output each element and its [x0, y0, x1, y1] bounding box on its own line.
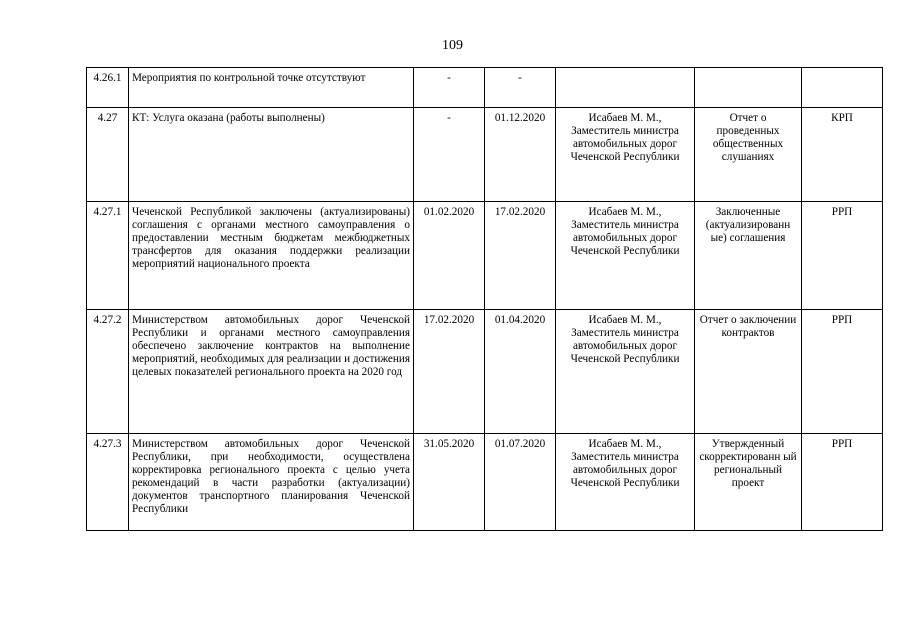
activity-name: Чеченской Республикой заключены (актуализированы) соглашения с органами местного самоуправления о предоставлении местным бюджетам межбюджетных трансфертов для оказания поддержки реализации мероприятий национального проекта	[129, 202, 414, 310]
row-number: 4.27	[87, 108, 129, 202]
table-row	[87, 434, 883, 531]
plan-table	[86, 67, 883, 531]
start-date: 01.02.2020	[414, 202, 485, 310]
start-date: 31.05.2020	[414, 434, 485, 531]
control-level: РРП	[802, 310, 883, 434]
control-level: КРП	[802, 108, 883, 202]
result: Утвержденный скорректированн ый региональный проект	[695, 434, 802, 531]
row-number: 4.26.1	[87, 68, 129, 108]
row-number: 4.27.3	[87, 434, 129, 531]
start-date: 17.02.2020	[414, 310, 485, 434]
responsible: Исабаев М. М., Заместитель министра автомобильных дорог Чеченской Республики	[556, 434, 695, 531]
row-number: 4.27.1	[87, 202, 129, 310]
responsible: Исабаев М. М., Заместитель министра автомобильных дорог Чеченской Республики	[556, 108, 695, 202]
start-date: -	[414, 68, 485, 108]
row-number: 4.27.2	[87, 310, 129, 434]
result: Отчет о заключении контрактов	[695, 310, 802, 434]
table-row	[87, 310, 883, 434]
end-date: -	[485, 68, 556, 108]
result: Отчет о проведенных общественных слушаниях	[695, 108, 802, 202]
start-date: -	[414, 108, 485, 202]
end-date: 01.04.2020	[485, 310, 556, 434]
end-date: 01.07.2020	[485, 434, 556, 531]
control-level: РРП	[802, 434, 883, 531]
end-date: 01.12.2020	[485, 108, 556, 202]
table-row	[87, 202, 883, 310]
control-level: РРП	[802, 202, 883, 310]
activity-name: Мероприятия по контрольной точке отсутствуют	[129, 68, 414, 108]
result: Заключенные (актуализированн ые) соглашения	[695, 202, 802, 310]
activity-name: Министерством автомобильных дорог Чеченской Республики, при необходимости, осуществлена корректировка регионального проекта с целью учета рекомендаций в части разработки (актуализации) документов транспортного планирования Чеченской Республики	[129, 434, 414, 531]
result	[695, 68, 802, 108]
page-number: 109	[442, 38, 463, 53]
activity-name: КТ: Услуга оказана (работы выполнены)	[129, 108, 414, 202]
activity-name: Министерством автомобильных дорог Чеченской Республики и органами местного самоуправления обеспечено заключение контрактов на выполнение мероприятий, необходимых для реализации и достижения целевых показателей регионального проекта на 2020 год	[129, 310, 414, 434]
responsible: Исабаев М. М., Заместитель министра автомобильных дорог Чеченской Республики	[556, 310, 695, 434]
responsible	[556, 68, 695, 108]
end-date: 17.02.2020	[485, 202, 556, 310]
control-level	[802, 68, 883, 108]
responsible: Исабаев М. М., Заместитель министра автомобильных дорог Чеченской Республики	[556, 202, 695, 310]
table-row	[87, 108, 883, 202]
table-row	[87, 68, 883, 108]
